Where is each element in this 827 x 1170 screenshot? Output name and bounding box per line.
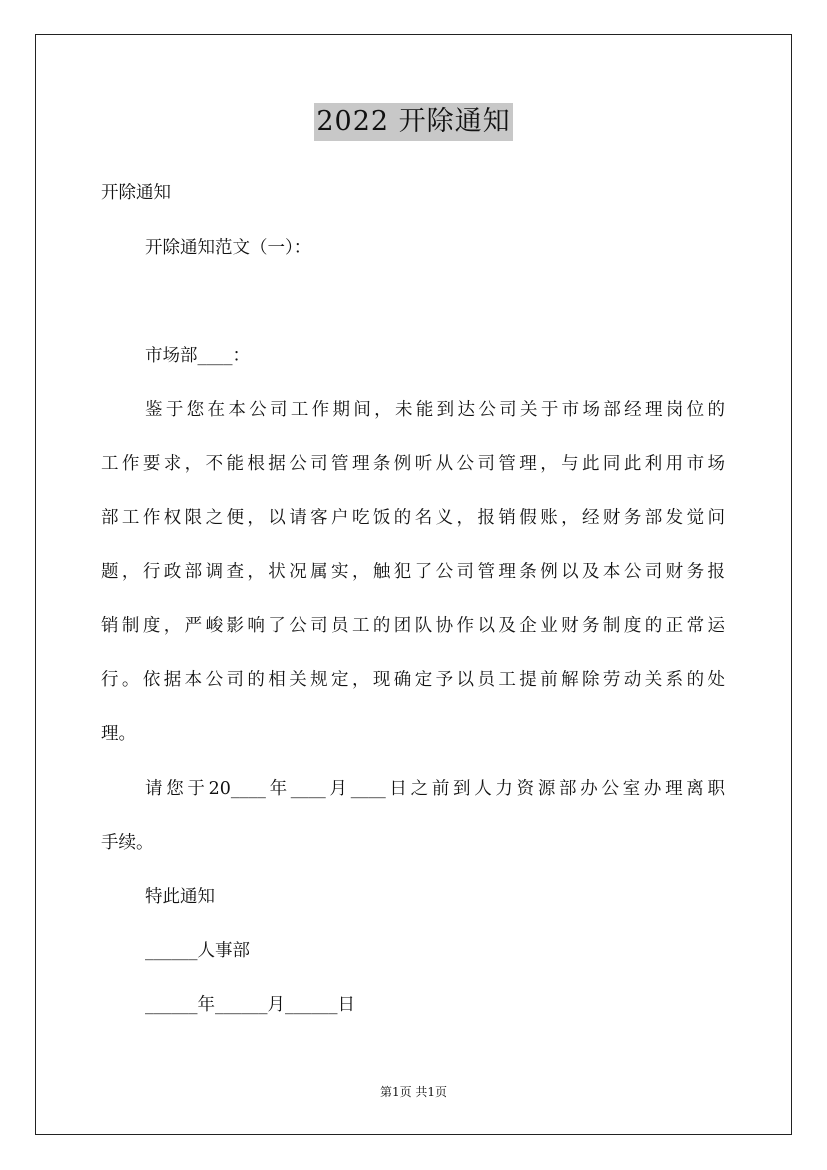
date-line: ______年______月______日: [145, 995, 355, 1015]
paragraph-line: 行。依据本公司的相关规定，现确定予以员工提前解除劳动关系的处: [101, 670, 725, 690]
paragraph-line: 工作要求，不能根据公司管理条例听从公司管理，与此同此利用市场: [101, 454, 725, 474]
addressee: 市场部____：: [145, 346, 250, 366]
signature-line: ______人事部: [145, 941, 250, 961]
paragraph-line: 请您于20____年____月____日之前到人力资源部办公室办理离职: [145, 779, 725, 799]
paragraph-line: 题，行政部调查，状况属实，触犯了公司管理条例以及本公司财务报: [101, 562, 725, 582]
paragraph-line: 手续。: [101, 833, 154, 853]
paragraph-line: 销制度，严峻影响了公司员工的团队协作以及企业财务制度的正常运: [101, 616, 725, 636]
paragraph-line: 理。: [101, 724, 136, 744]
document-subheading: 开除通知范文（一）：: [145, 238, 312, 258]
closing-text: 特此通知: [145, 887, 215, 907]
paragraph-line: 部工作权限之便，以请客户吃饭的名义，报销假账，经财务部发觉问: [101, 508, 725, 528]
document-heading: 开除通知: [101, 183, 171, 203]
paragraph-line: 鉴于您在本公司工作期间，未能到达公司关于市场部经理岗位的: [145, 400, 725, 420]
title-container: [0, 103, 827, 141]
page-footer: 第1页 共1页: [379, 1085, 448, 1099]
document-title: 2022 开除通知: [314, 103, 512, 141]
